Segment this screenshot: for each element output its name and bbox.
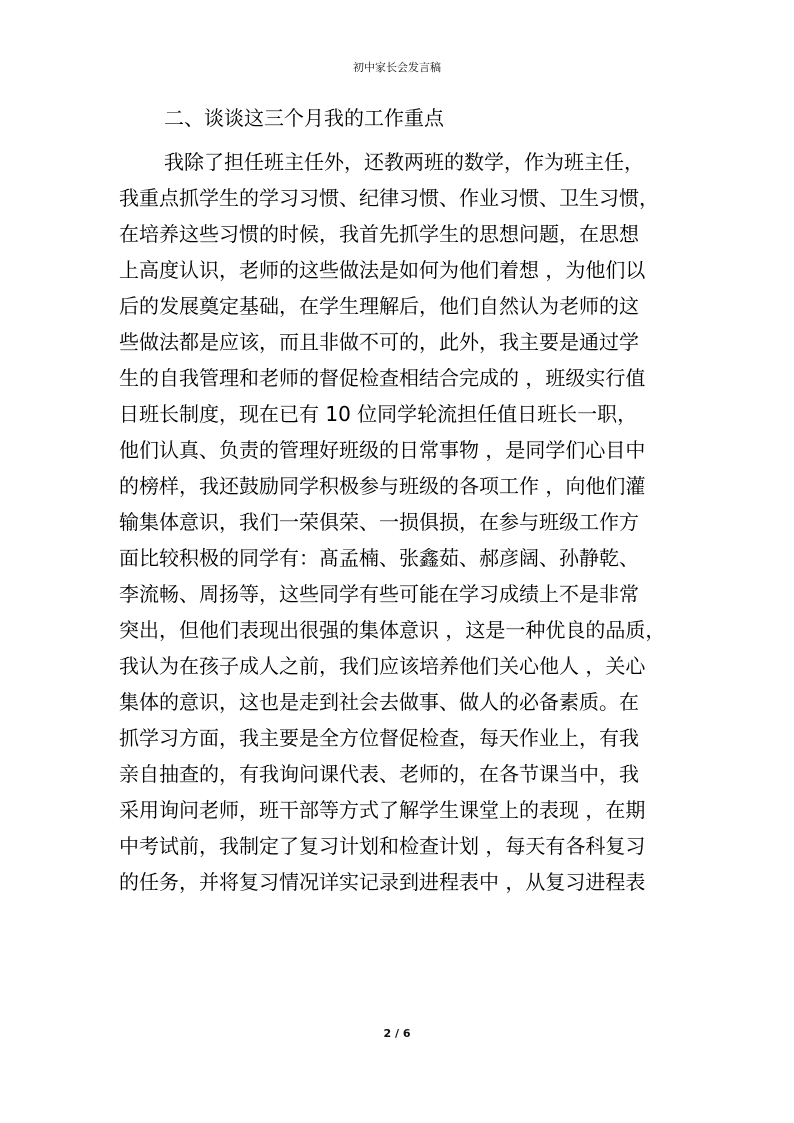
text-line: 日班长制度，现在已有 10 位同学轮流担任值日班长一职， (119, 402, 638, 426)
text-line: 亲自抽查的，有我询问课代表、老师的，在各节课当中，我 (119, 762, 639, 786)
text-line: 在培养这些习惯的时候，我首先抓学生的思想问题，在思想 (119, 222, 639, 246)
text-line: 中考试前，我制定了复习计划和检查计划 ，每天有各科复习 (119, 834, 646, 858)
text-line: 面比较积极的同学有：髙孟楠、张鑫茹、郝彦阔、孙静乾、 (119, 546, 639, 570)
text-line: 后的发展奠定基础，在学生理解后，他们自然认为老师的这 (119, 294, 639, 318)
page-header: 初中家长会发言稿 (353, 61, 441, 74)
text-line: 我重点抓学生的学习习惯、纪律习惯、作业习惯、卫生习惯， (119, 186, 659, 210)
text-line: 些做法都是应该，而且非做不可的，此外，我主要是通过学 (119, 330, 639, 354)
text-line: 李流畅、周扬等，这些同学有些可能在学习成绩上不是非常 (119, 582, 639, 606)
text-line: 采用询问老师，班干部等方式了解学生课堂上的表现 ，在期 (119, 798, 646, 822)
page-number: 2 / 6 (383, 1027, 411, 1040)
text-line: 生的自我管理和老师的督促检查相结合完成的 ，班级实行值 (119, 366, 646, 390)
text-line: 集体的意识，这也是走到社会去做事、做人的必备素质。在 (119, 690, 639, 714)
text-line: 突出，但他们表现出很强的集体意识 ，这是一种优良的品质， (119, 618, 666, 642)
section-heading: 二、谈谈这三个月我的工作重点 (164, 106, 444, 130)
text-line: 输集体意识，我们一荣俱荣、一损俱损，在参与班级工作方 (119, 510, 639, 534)
text-line: 我除了担任班主任外，还教两班的数学，作为班主任， (164, 150, 644, 174)
text-line: 我认为在孩子成人之前，我们应该培养他们关心他人 ，关心 (119, 654, 646, 678)
text-line: 的榜样，我还鼓励同学积极参与班级的各项工作 ，向他们灌 (119, 474, 646, 498)
text-line: 的任务，并将复习情况详实记录到进程表中 ，从复习进程表 (119, 870, 646, 894)
text-line: 抓学习方面，我主要是全方位督促检查，每天作业上，有我 (119, 726, 639, 750)
body-paragraph (119, 144, 689, 900)
text-line: 他们认真、负责的管理好班级的日常事物 ，是同学们心目中 (119, 438, 646, 462)
text-line: 上高度认识，老师的这些做法是如何为他们着想 ，为他们以 (119, 258, 646, 282)
